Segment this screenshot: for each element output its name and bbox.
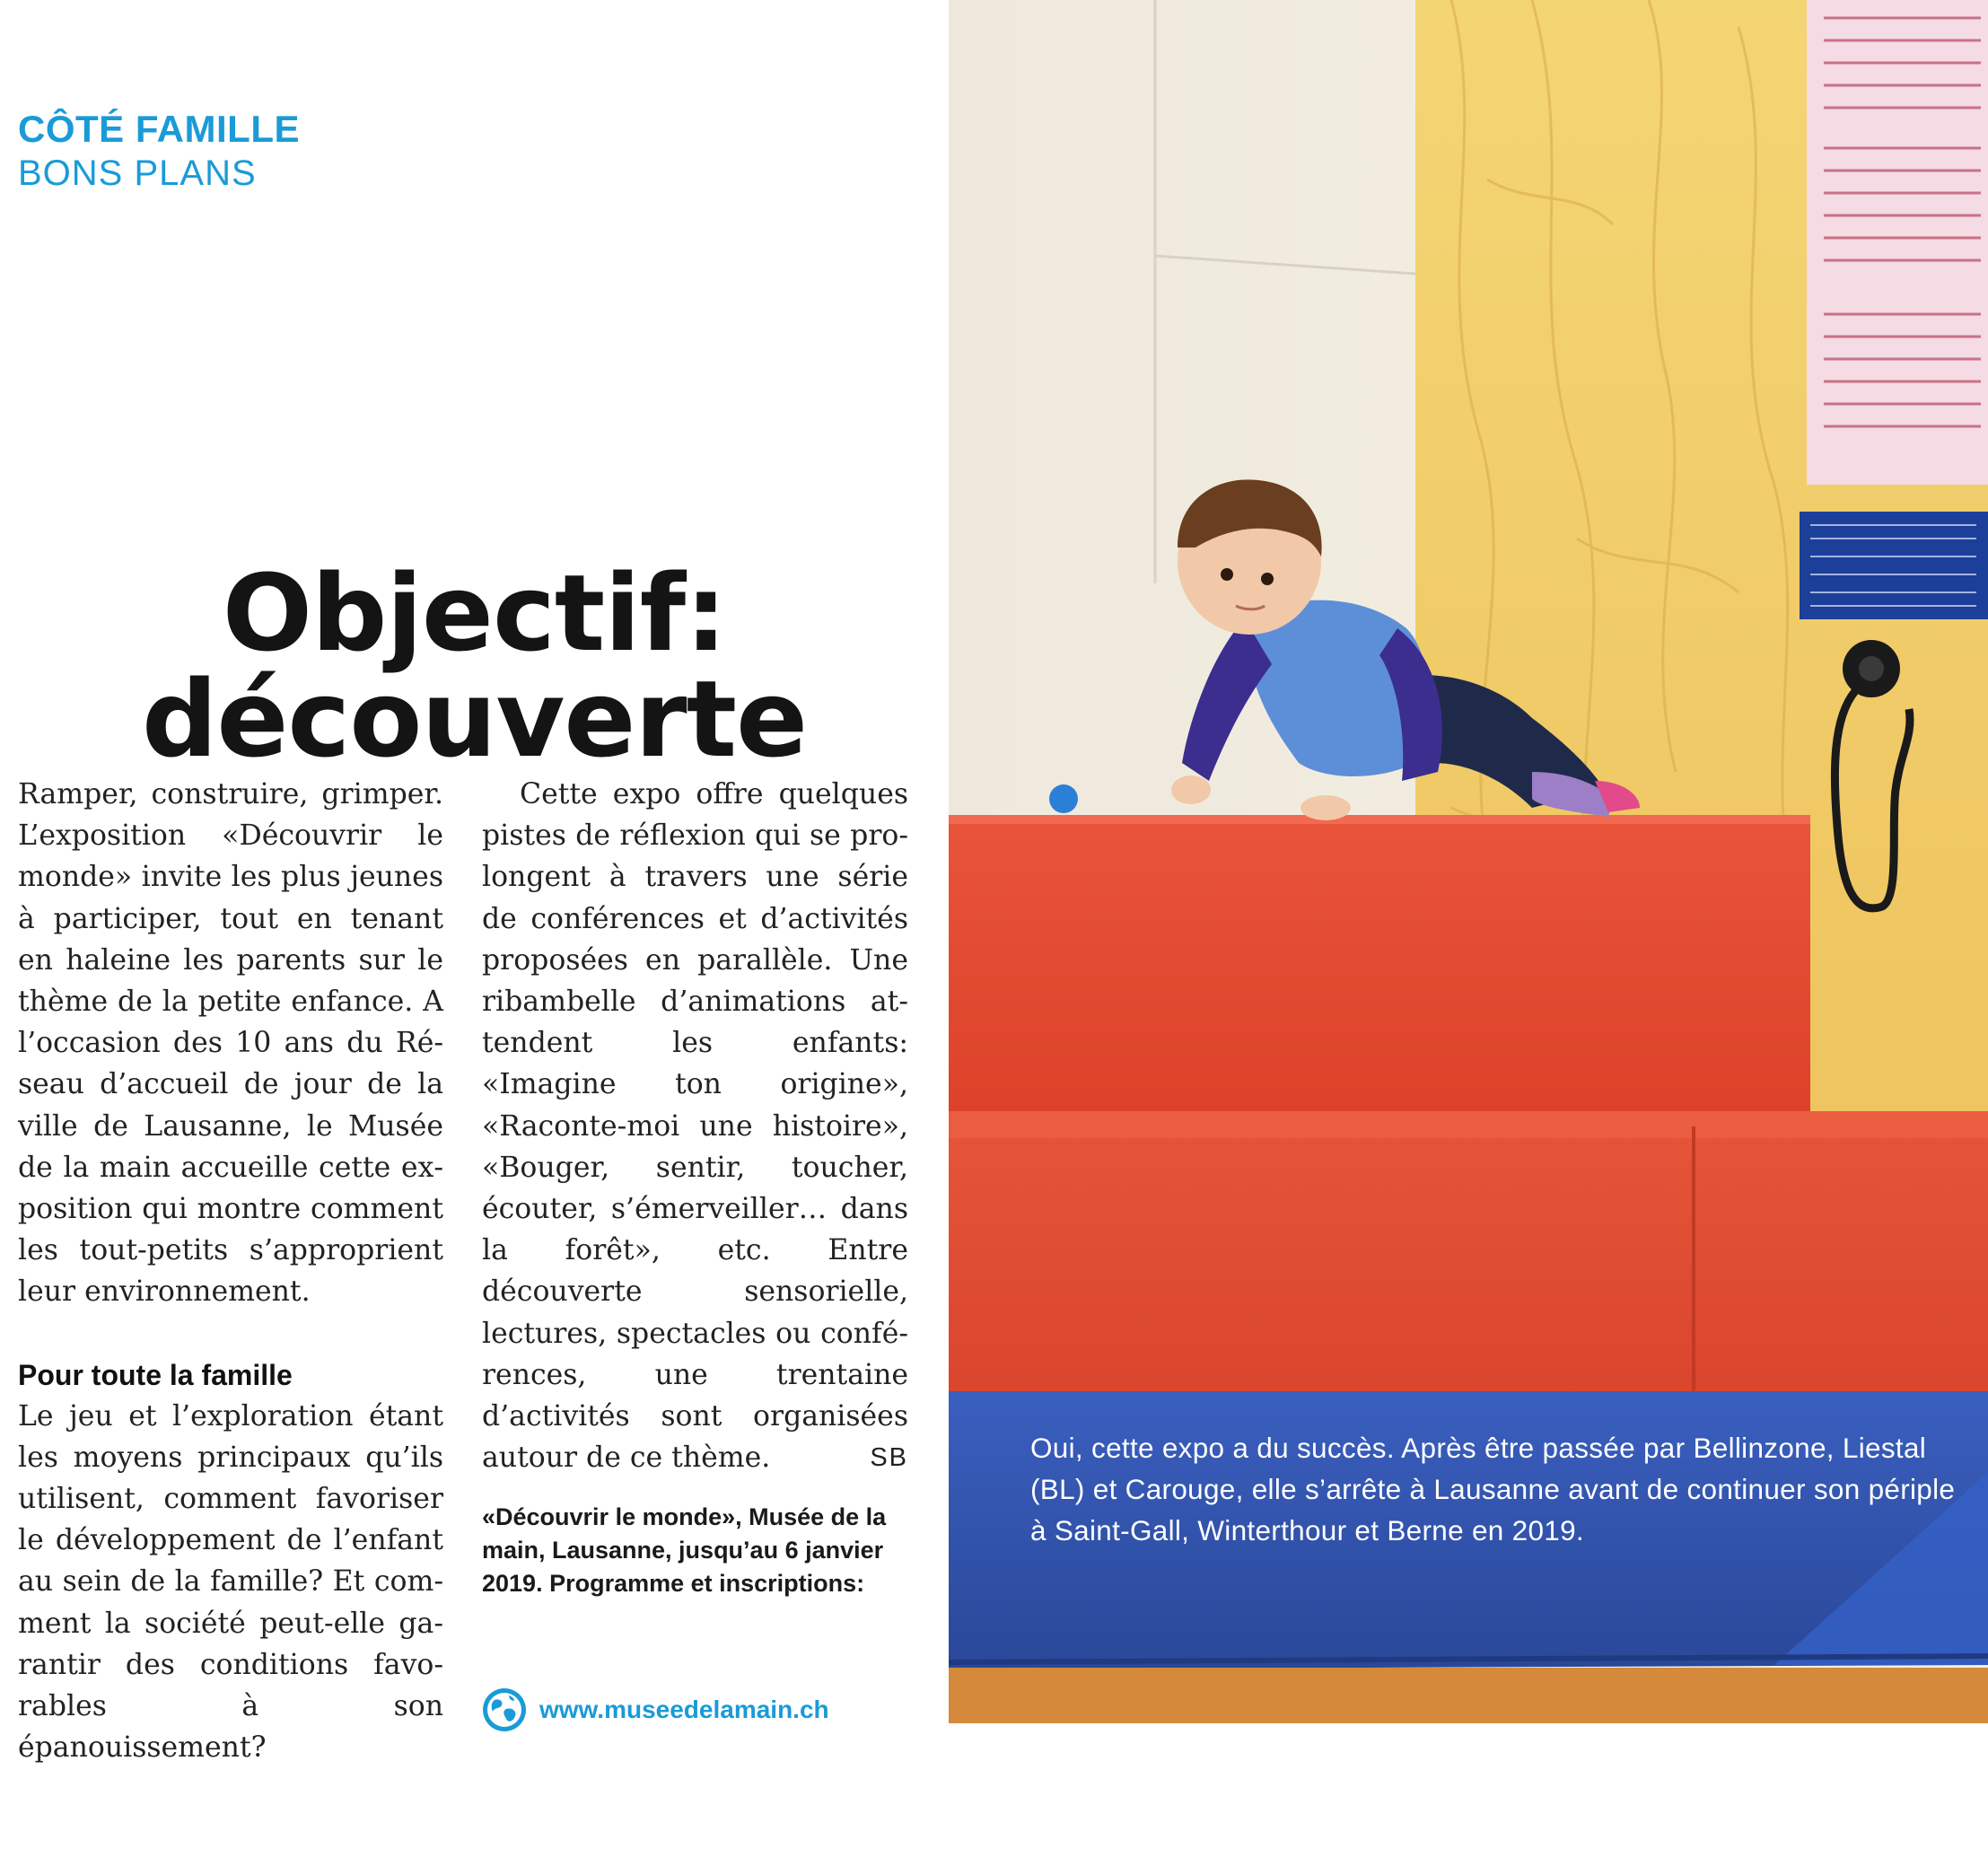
- section-label: CÔTÉ FAMILLE: [18, 108, 300, 150]
- family-paragraph: Le jeu et l’exploration étant les moyens principaux qu’ils utilisent, comment favoriser le développement de l’enfant au sein de la famille? Et comment la société peut-elle garantir des conditions favorables à son épanouissement?: [18, 1399, 443, 1765]
- headline-line-2: découverte: [141, 657, 808, 782]
- subheading: Pour toute la famille: [18, 1358, 293, 1391]
- kicker: [18, 106, 300, 196]
- author-signature: SB: [870, 1443, 908, 1473]
- body-column-1: [18, 774, 443, 1768]
- activities-paragraph: [482, 774, 908, 1478]
- website-link[interactable]: [482, 1687, 829, 1732]
- intro-paragraph: Ramper, construire, grimper. L’exposition «Découvrir le monde» invite les plus jeunes à participer, tout en tenant en haleine les parents sur le thème de la petite enfance. A l’occasion des 10 ans du Réseau d’accueil de jour de la ville de Lausanne, le Musée de la main accueille cette exposition qui montre comment les tout-petits s’approprient leur environnement.: [18, 778, 443, 1309]
- subsection-label: BONS PLANS: [18, 153, 257, 194]
- photo-caption: Oui, cette expo a du succès. Après être passée par Bellinzone, Liestal (BL) et Carouge, elle s’arrête à Lausanne avant de continuer son périple à Saint-Gall, Winterthour et Berne en 2019.: [1030, 1432, 1956, 1546]
- headline-line-1: Objectif:: [222, 551, 727, 676]
- website-url[interactable]: www.museedelamain.ch: [539, 1695, 829, 1723]
- body-column-2: [482, 774, 908, 1478]
- activities-text: Cette expo offre quelques pistes de réflexion qui se prolongent à travers une série de conférences et d’activités proposées en parallèle. Une ribambelle d’animations attendent les enfants: «Imagine ton origine», «Raconte-moi une histoire», «Bouger, sentir, toucher, écouter, s’émerveiller… dans la forêt», etc. Entre découverte sensorielle, lectures, spectacles ou conférences, une trentaine d’activités sont organisées autour de ce thème.: [482, 778, 908, 1475]
- info-box: «Découvrir le monde», Musée de la main, Lausanne, jusqu’au 6 janvier 2019. Programme et inscriptions:: [482, 1503, 887, 1597]
- globe-icon: [482, 1687, 527, 1732]
- headline: [0, 551, 949, 782]
